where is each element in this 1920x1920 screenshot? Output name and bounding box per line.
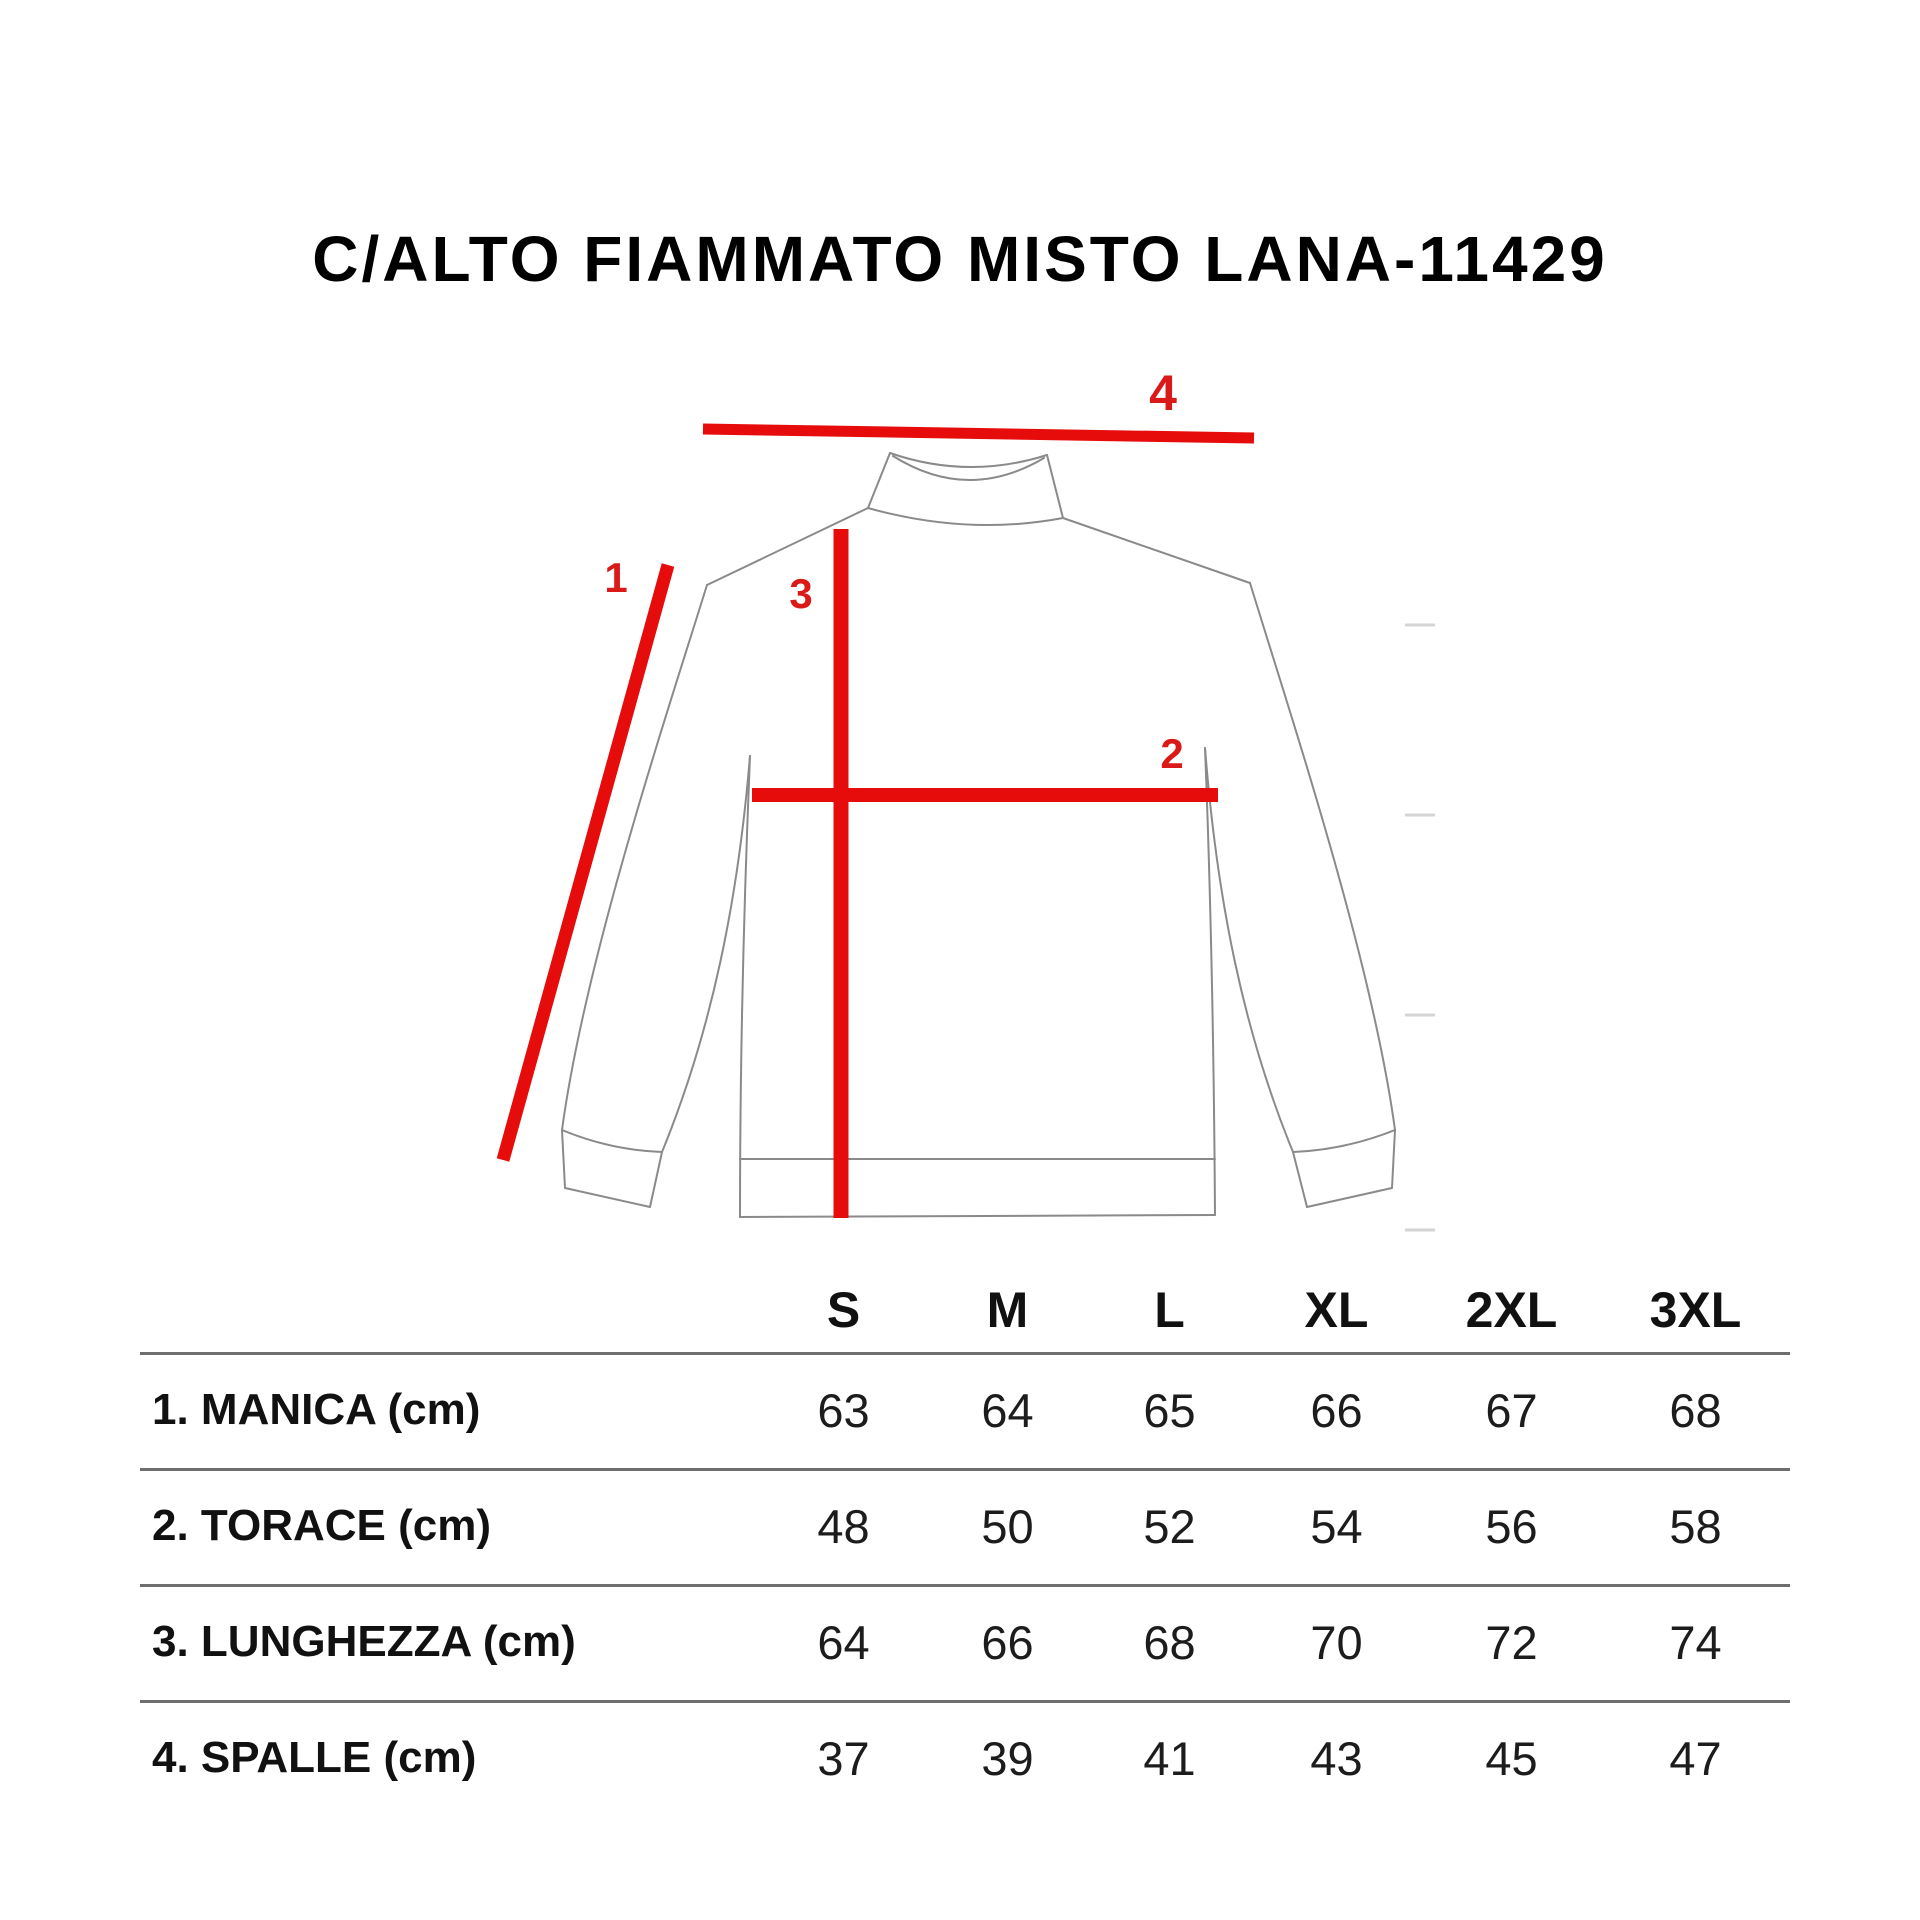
row-label-spalle: 4. SPALLE (cm) — [152, 1733, 477, 1782]
measure-label-1: 1 — [604, 554, 628, 601]
cuff-left — [562, 1130, 662, 1207]
collar-left-edge — [868, 453, 890, 508]
size-table — [140, 1268, 1790, 1816]
table-cell: 52 — [1143, 1499, 1196, 1553]
table-cell: 72 — [1485, 1615, 1538, 1669]
row-label-manica: 1. MANICA (cm) — [152, 1385, 481, 1434]
size-table-corner — [140, 1268, 760, 1352]
table-cell: 48 — [817, 1499, 870, 1553]
table-cell: 39 — [981, 1731, 1034, 1785]
table-cell: 66 — [981, 1615, 1034, 1669]
column-header-xl: XL — [1304, 1282, 1369, 1338]
table-rule — [140, 1700, 1790, 1703]
body-bottom-edge — [740, 1215, 1215, 1217]
measurement-lines — [503, 429, 1254, 1218]
table-cell: 45 — [1485, 1731, 1538, 1785]
table-cell: 56 — [1485, 1499, 1538, 1553]
table-cell: 43 — [1310, 1731, 1363, 1785]
table-cell: 63 — [817, 1383, 870, 1437]
table-cell: 70 — [1310, 1615, 1363, 1669]
sweater-outline — [562, 453, 1435, 1230]
table-cell: 67 — [1485, 1383, 1538, 1437]
table-cell: 47 — [1669, 1731, 1722, 1785]
collar-bottom-edge — [868, 508, 1063, 525]
measure-line-4-shoulders — [703, 429, 1254, 438]
table-rule — [140, 1352, 1790, 1355]
table-cell: 54 — [1310, 1499, 1363, 1553]
column-header-s: S — [826, 1282, 861, 1338]
table-cell: 64 — [981, 1383, 1034, 1437]
measure-line-1-sleeve — [503, 565, 668, 1160]
page-title: C/ALTO FIAMMATO MISTO LANA-11429 — [312, 223, 1608, 295]
table-cell: 41 — [1143, 1731, 1196, 1785]
column-header-3xl: 3XL — [1649, 1282, 1742, 1338]
table-cell: 58 — [1669, 1499, 1722, 1553]
table-rule — [140, 1584, 1790, 1587]
row-label-torace: 2. TORACE (cm) — [152, 1501, 492, 1550]
column-header-2xl: 2XL — [1465, 1282, 1558, 1338]
table-cell: 50 — [981, 1499, 1034, 1553]
collar-right-edge — [1047, 455, 1063, 518]
measure-label-3: 3 — [789, 570, 813, 617]
table-cell: 66 — [1310, 1383, 1363, 1437]
row-label-lunghezza: 3. LUNGHEZZA (cm) — [152, 1617, 576, 1666]
table-cell: 68 — [1143, 1615, 1196, 1669]
sleeve-right-outer-edge — [1250, 583, 1395, 1130]
measure-label-4: 4 — [1149, 365, 1177, 421]
body-left-edge — [740, 756, 750, 1217]
table-cell: 64 — [817, 1615, 870, 1669]
table-cell: 68 — [1669, 1383, 1722, 1437]
table-cell: 37 — [817, 1731, 870, 1785]
cuff-right — [1293, 1130, 1395, 1207]
table-rule — [140, 1468, 1790, 1471]
body-right-edge — [1205, 748, 1215, 1215]
shoulder-seam-right — [1063, 518, 1250, 583]
column-header-m: M — [986, 1282, 1029, 1338]
column-header-l: L — [1154, 1282, 1185, 1338]
collar-top-edge — [890, 453, 1047, 467]
sleeve-right-inner-edge — [1205, 748, 1293, 1152]
sleeve-left-inner-edge — [662, 756, 750, 1152]
table-cell: 65 — [1143, 1383, 1196, 1437]
table-cell: 74 — [1669, 1615, 1722, 1669]
measure-label-2: 2 — [1160, 730, 1184, 777]
